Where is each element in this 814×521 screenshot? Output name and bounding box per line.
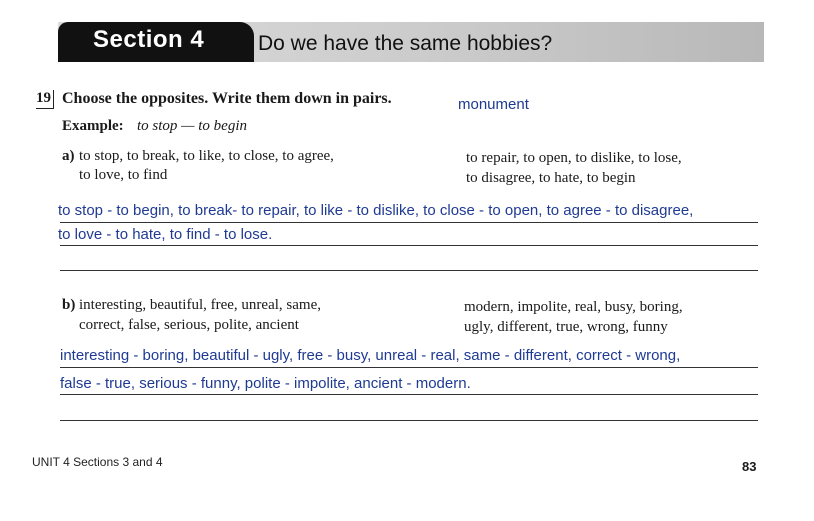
footer-unit-label: UNIT 4 Sections 3 and 4	[32, 455, 163, 469]
writing-line	[60, 222, 758, 223]
part-b-right-line: modern, impolite, real, busy, boring,	[464, 299, 683, 315]
part-b-letter: b)	[62, 297, 76, 313]
part-a-letter: a)	[62, 148, 75, 164]
handwritten-note: monument	[458, 96, 529, 113]
part-b-left-line: correct, false, serious, polite, ancient	[79, 317, 299, 333]
part-a-answer-line: to stop - to begin, to break- to repair, to like - to dislike, to close - to open, to agree - to disagree,	[58, 202, 694, 219]
example-text: to stop — to begin	[137, 118, 248, 134]
writing-line	[60, 367, 758, 368]
part-b-answer-line: false - true, serious - funny, polite - impolite, ancient - modern.	[60, 375, 471, 392]
section-heading: Do we have the same hobbies?	[258, 32, 553, 55]
writing-line	[60, 270, 758, 271]
task-instruction: Choose the opposites. Write them down in pairs.	[62, 90, 392, 107]
section-label: Section 4	[93, 26, 205, 53]
part-a-answer-line: to love - to hate, to find - to lose.	[58, 226, 273, 243]
part-a-right-line: to repair, to open, to dislike, to lose,	[466, 150, 682, 166]
part-b-answer-line: interesting - boring, beautiful - ugly, free - busy, unreal - real, same - different, correct - wrong,	[60, 347, 681, 364]
task-number: 19	[36, 90, 54, 109]
writing-line	[60, 420, 758, 421]
part-b-right-line: ugly, different, true, wrong, funny	[464, 319, 668, 335]
example-label: Example:	[62, 118, 124, 134]
part-a-left-line: to love, to find	[79, 167, 168, 183]
part-a-left-line: to stop, to break, to like, to close, to agree,	[79, 148, 334, 164]
writing-line	[60, 245, 758, 246]
page-number: 83	[742, 459, 757, 474]
part-a-right-line: to disagree, to hate, to begin	[466, 170, 636, 186]
part-b-left-line: interesting, beautiful, free, unreal, same,	[79, 297, 321, 313]
writing-line	[60, 394, 758, 395]
